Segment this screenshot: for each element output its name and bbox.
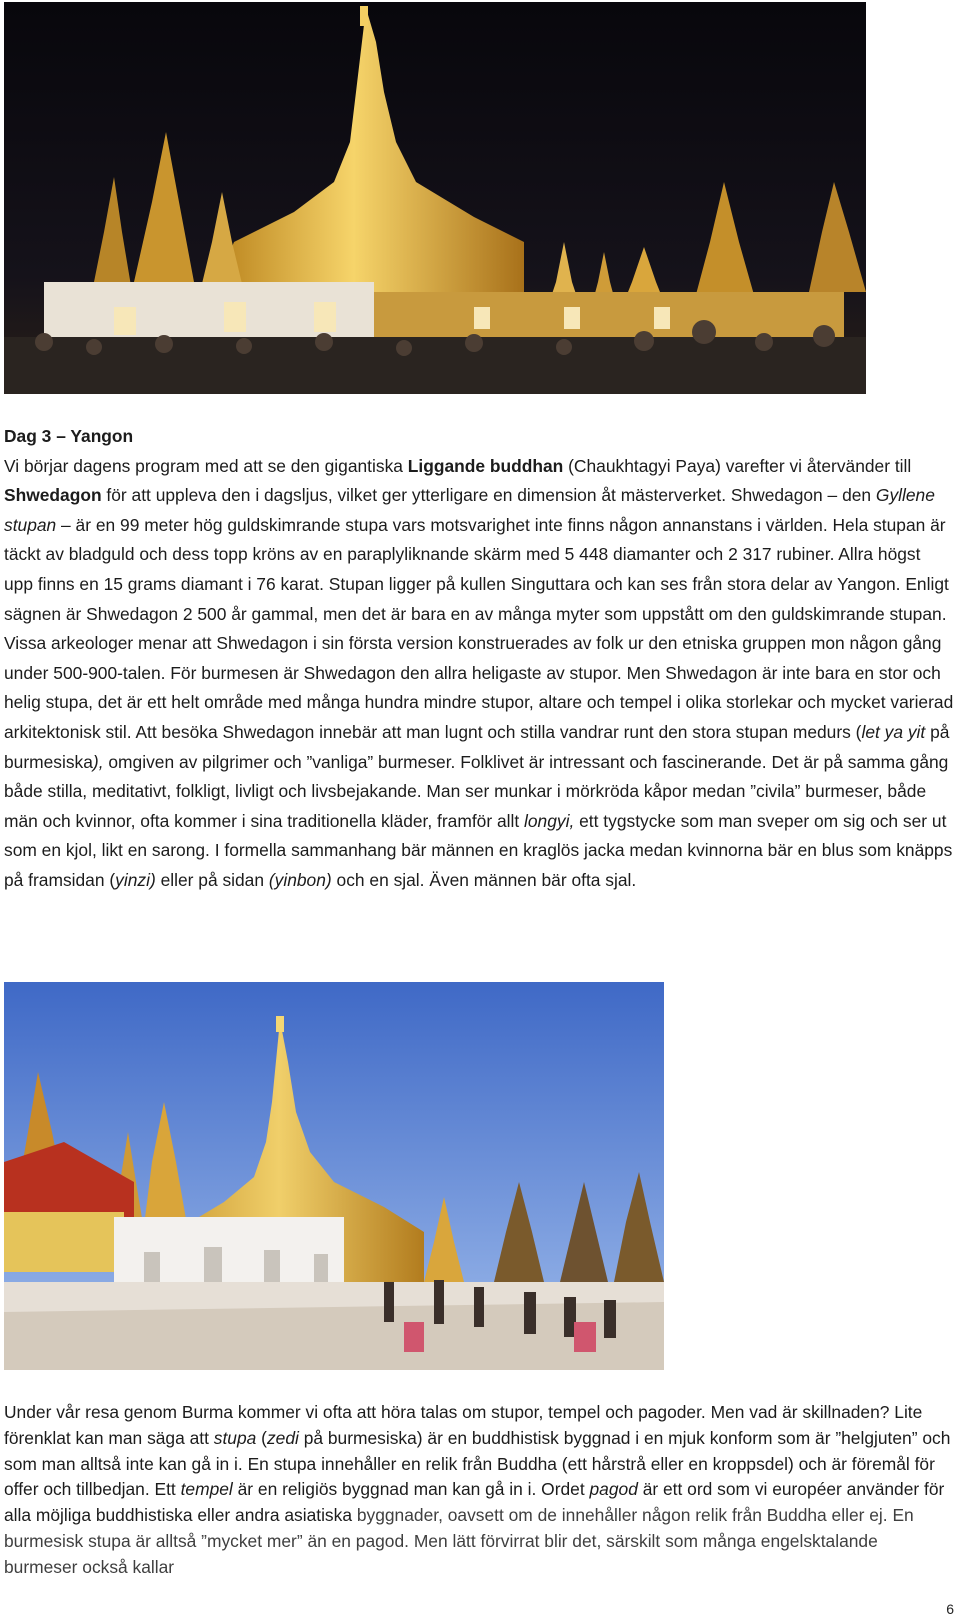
body-text: – är en 99 meter hög guldskimrande stupa vars motsvarighet inte finns någon annanstans i världen. Hela stupan är täckt av bladguld och dess topp kröns av en paraplyliknande skärm med 5 448 diamanter och 2 317 rubiner. Allra högst upp finns en 15 grams diamant i 76 karat. Stupan ligger på kullen Singuttara och kan ses från stora delar av Yangon. Enligt sägnen är Shwedagon 2 500 år gammal, men det är bara en av många myter som uppstått om den guldskimrande stupan. Vissa arkeologer menar att Shwedagon i sin första version konstruerades av folk ur den etniska gruppen mon någon gång under 500-900-talen. För burmesen är Shwedagon den allra heligaste av stupor. Men Shwedagon är inte bara en stor och helig stupa, det är ett helt område med många hundra mindre stupor, altare och tempel i olika storlekar och mycket varierad arkitektonisk stil. Att besöka Shwedagon innebär att man lugnt och stilla vandrar runt den stora stupan medurs ( xyxy=(4,514,954,742)
body-text: är en religiös byggnad man kan gå in i. Ordet xyxy=(232,1479,590,1500)
body-text: på burmesiska xyxy=(4,721,950,772)
body-text: eller på sidan xyxy=(155,869,269,890)
page-number: 6 xyxy=(946,1601,954,1617)
body-text: Vi börjar dagens program med att se den gigantiska xyxy=(4,455,408,476)
shwedagon-day-photo xyxy=(4,982,664,1370)
body-text: för att uppleva den i dagsljus, vilket ger ytterligare en dimension åt mästerverket. Shwedagon – den xyxy=(101,485,876,506)
shwedagon-night-photo xyxy=(4,2,866,394)
italic-term: (yinbon) xyxy=(268,869,332,890)
body-text: Under vår resa genom Burma kommer vi ofta att höra talas om stupor, tempel och pagoder. Men vad är skillnaden? Lite förenklat kan man säga att xyxy=(4,1402,923,1448)
stupa-explanation-section xyxy=(4,1400,954,1581)
day-3-section xyxy=(4,422,954,896)
body-text: på burmesiska) är en buddhistisk byggnad i en mjuk konform som är ”helgjuten” och som man alltså inte kan gå in i. En stupa innehåller en relik från Buddha (ett hårstrå eller en kroppsdel) och är föremål för offer och tillbedjan. Ett xyxy=(4,1427,951,1500)
italic-term: zedi xyxy=(266,1427,299,1448)
body-text: omgiven av pilgrimer och ”vanliga” burmeser. Folklivet är intressant och fascinerande. Det är på samma gång både stilla, meditativt, folkligt, livligt och livsbejakande. Man ser munkar i mörkröda kåpor medan ”civila” burmeser, både män och kvinnor, ofta kommer i sina traditionella kläder, framför allt xyxy=(4,751,949,831)
italic-term: Gyllene stupan xyxy=(4,485,935,535)
section-heading: Dag 3 – Yangon xyxy=(4,426,134,446)
italic-term: longyi, xyxy=(524,810,575,831)
body-text: ett tygstycke som man sveper om sig och ser ut som en kjol, likt en sarong. I formella sammanhang bär männen en kraglös jacka medan kvinnorna bär en blus som knäpps på framsidan ( xyxy=(4,810,953,890)
italic-term: yinzi) xyxy=(115,869,156,890)
italic-term: stupa xyxy=(213,1427,257,1448)
section-body xyxy=(4,452,954,896)
body-text: ( xyxy=(256,1427,267,1448)
italic-term: let ya yit xyxy=(861,721,926,742)
italic-term: tempel xyxy=(180,1479,233,1500)
body-text: (Chaukhtagyi Paya) varefter vi återvänder till xyxy=(563,455,912,476)
body-text: är ett ord som vi européer använder för alla möjliga buddhistiska eller andra asiatiska xyxy=(4,1479,945,1526)
body-text: byggnader, oavsett om de innehåller någon relik från Buddha eller ej. En burmesisk stupa är alltså ”mycket mer” än en pagod. Men lätt förvirrat blir det, särskilt som många engelsktalande burmeser också kallar xyxy=(4,1505,914,1577)
bold-term: Liggande buddhan xyxy=(407,455,564,476)
body-text: och en sjal. Även männen bär ofta sjal. xyxy=(331,869,637,890)
italic-term: pagod xyxy=(589,1479,638,1500)
bold-term: Shwedagon xyxy=(4,485,102,506)
italic-term: ), xyxy=(92,751,104,772)
